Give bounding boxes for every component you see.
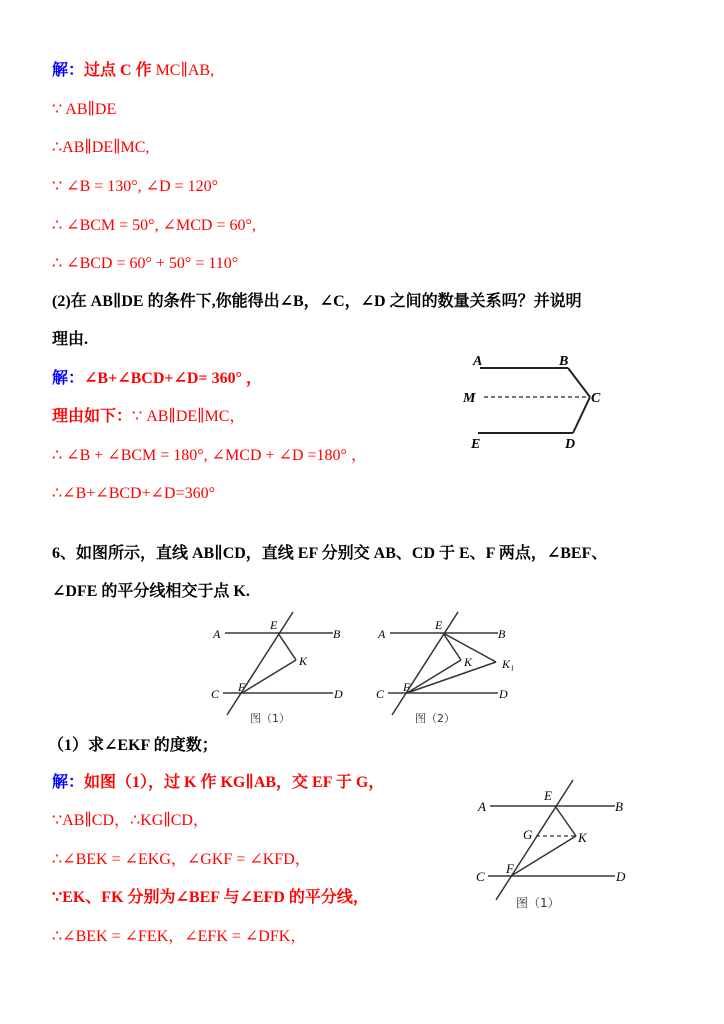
label-f: F — [238, 680, 246, 694]
question-6-line-1: 6、如图所示，直线 AB∥CD，直线 EF 分别交 AB、CD 于 E、F 两点，∠BEF、 — [52, 545, 608, 562]
reason-text: ∵ AB∥DE∥MC， — [132, 408, 246, 425]
solution-prefix: 解： — [52, 62, 85, 79]
label-f: F — [506, 861, 514, 876]
question-2-line-1: (2)在 AB∥DE 的条件下,你能得出∠B，∠C，∠D 之间的数量关系吗？并说明 — [52, 293, 582, 310]
label-k: K — [464, 655, 473, 669]
solution-line-3: ∴AB∥DE∥MC, — [52, 139, 150, 156]
label-c: C — [376, 687, 385, 701]
solution-line-1 — [52, 60, 214, 82]
figure-parallel-lines-abcde — [455, 345, 615, 455]
label-e: E — [544, 788, 552, 803]
label-d: D — [616, 869, 626, 884]
question-2-line-2: 理由. — [52, 331, 89, 348]
solution-line-5: ∴ ∠BCM = 50°, ∠MCD = 60°, — [52, 217, 256, 234]
label-b: B — [615, 799, 623, 814]
solution-line-6: ∴ ∠BCD = 60° + 50° = 110° — [52, 255, 239, 272]
part6-line-1 — [52, 772, 384, 794]
label-a: A — [213, 627, 221, 641]
part2-step-2: ∴∠B+∠BCD+∠D=360° — [52, 485, 215, 502]
part6-line-5: ∴∠BEK = ∠FEK，∠EFK = ∠DFK， — [52, 928, 307, 945]
label-e: E — [270, 618, 278, 632]
label-a: A — [478, 799, 486, 814]
label-k: K — [578, 830, 587, 845]
part2-reason-line — [52, 406, 245, 428]
label-b: B — [498, 627, 506, 641]
label-m: M — [463, 391, 476, 406]
label-g: G — [523, 827, 533, 842]
solution-line-4: ∵ ∠B = 130°, ∠D = 120° — [52, 178, 219, 195]
solution-text-bold: 过点 C 作 — [84, 62, 152, 79]
label-k1: K₁ — [502, 657, 515, 671]
label-c: C — [476, 869, 485, 884]
figure-1 — [205, 605, 360, 730]
sub-question-1: （1）求∠EKF 的度数； — [48, 737, 218, 754]
label-e: E — [435, 618, 443, 632]
label-c: C — [591, 391, 601, 406]
label-d: D — [565, 437, 576, 452]
label-d: D — [499, 687, 508, 701]
label-f: F — [403, 680, 411, 694]
solution-prefix: 解： — [52, 774, 85, 791]
answer-text: ∠B+∠BCD+∠D= 360° ， — [84, 370, 262, 387]
label-e: E — [471, 437, 481, 452]
solution-text: MC∥AB, — [151, 62, 215, 79]
part6-line-3: ∴∠BEK = ∠EKG，∠GKF = ∠KFD， — [52, 851, 311, 868]
reason-label: 理由如下： — [52, 408, 133, 425]
label-a: A — [378, 627, 386, 641]
solution-text: 如图（1），过 K 作 KG∥AB，交 EF 于 G， — [84, 774, 385, 791]
question-6-line-2: ∠DFE 的平分线相交于点 K. — [52, 583, 250, 600]
figure-1-with-g — [470, 772, 635, 917]
solution-prefix: 解： — [52, 370, 85, 387]
label-c: C — [211, 687, 220, 701]
part2-answer-line — [52, 368, 262, 390]
part2-step-1: ∴ ∠B + ∠BCM = 180°, ∠MCD + ∠D =180° ， — [52, 447, 367, 464]
label-k: K — [299, 654, 308, 668]
solution-line-2: ∵ AB∥DE — [52, 101, 117, 118]
figure-caption: 图（1） — [250, 712, 290, 725]
figure-caption: 图（2） — [415, 712, 455, 725]
part6-line-4: ∵EK、FK 分别为∠BEF 与∠EFD 的平分线， — [52, 889, 369, 906]
figure-2 — [370, 605, 535, 730]
label-b: B — [333, 627, 341, 641]
label-a: A — [473, 354, 483, 369]
label-b: B — [559, 354, 569, 369]
part6-line-2: ∵AB∥CD，∴KG∥CD， — [52, 812, 209, 829]
label-d: D — [334, 687, 343, 701]
figure-caption: 图（1） — [516, 896, 560, 910]
